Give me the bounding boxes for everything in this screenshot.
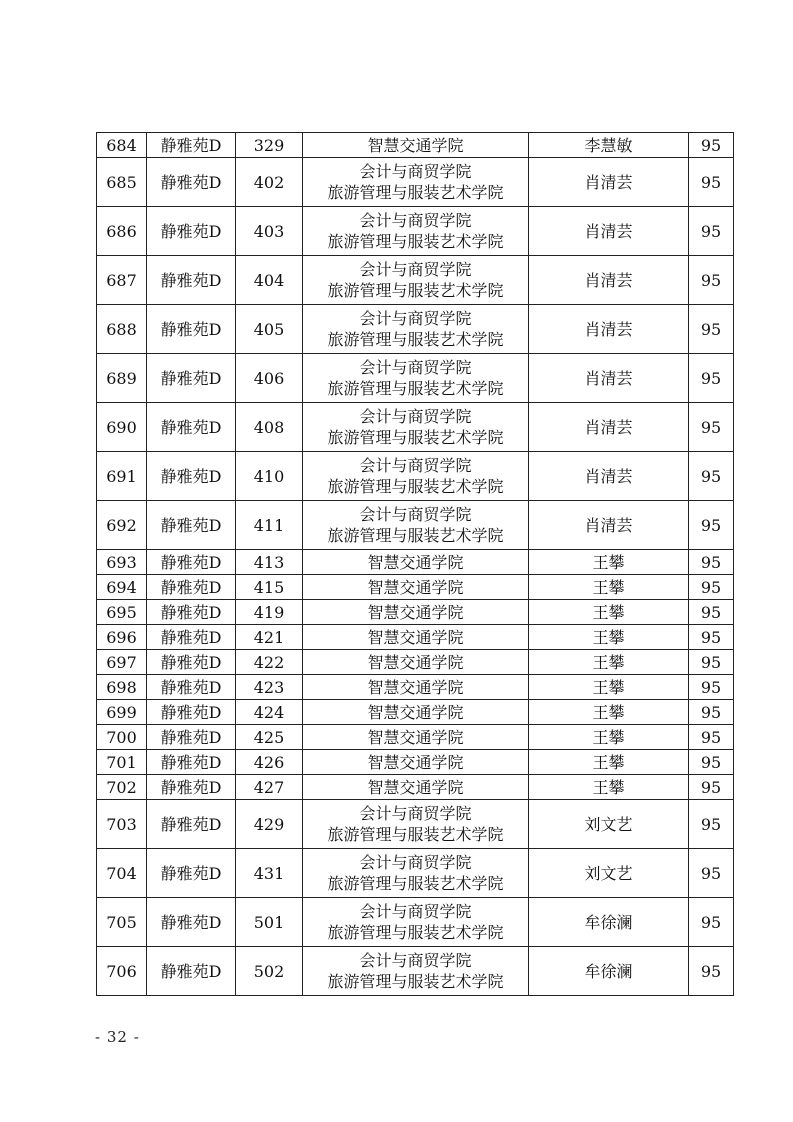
table-row <box>97 725 734 750</box>
room-cell: 424 <box>236 700 303 725</box>
row-number-cell: 699 <box>97 700 147 725</box>
score-cell: 95 <box>689 600 734 625</box>
table-row <box>97 133 734 158</box>
college-name-line: 旅游管理与服装艺术学院 <box>327 923 504 942</box>
person-cell: 肖清芸 <box>529 158 689 207</box>
college-cell <box>303 898 529 947</box>
college-name-line: 旅游管理与服装艺术学院 <box>327 379 504 398</box>
college-name-line: 旅游管理与服装艺术学院 <box>327 428 504 447</box>
score-cell: 95 <box>689 700 734 725</box>
table-row <box>97 675 734 700</box>
building-cell: 静雅苑D <box>147 354 236 403</box>
college-name-line: 智慧交通学院 <box>367 552 464 572</box>
college-cell <box>303 354 529 403</box>
table-row <box>97 750 734 775</box>
room-cell: 410 <box>236 452 303 501</box>
person-cell: 牟徐澜 <box>529 898 689 947</box>
score-cell: 95 <box>689 775 734 800</box>
college-cell <box>303 575 529 600</box>
building-cell: 静雅苑D <box>147 898 236 947</box>
college-name-line: 智慧交通学院 <box>367 677 464 697</box>
row-number-cell: 705 <box>97 898 147 947</box>
row-number-cell: 684 <box>97 133 147 158</box>
room-cell: 422 <box>236 650 303 675</box>
person-cell: 刘文艺 <box>529 849 689 898</box>
room-cell: 425 <box>236 725 303 750</box>
person-cell: 王攀 <box>529 550 689 575</box>
score-cell: 95 <box>689 403 734 452</box>
row-number-cell: 706 <box>97 947 147 996</box>
room-cell: 421 <box>236 625 303 650</box>
person-cell: 肖清芸 <box>529 354 689 403</box>
college-name-line: 智慧交通学院 <box>367 627 464 647</box>
score-cell: 95 <box>689 305 734 354</box>
row-number-cell: 688 <box>97 305 147 354</box>
score-cell: 95 <box>689 550 734 575</box>
college-cell <box>303 800 529 849</box>
building-cell: 静雅苑D <box>147 675 236 700</box>
college-name-line: 会计与商贸学院 <box>359 902 472 921</box>
person-cell: 王攀 <box>529 725 689 750</box>
records-table-body <box>97 133 734 996</box>
room-cell: 501 <box>236 898 303 947</box>
building-cell: 静雅苑D <box>147 207 236 256</box>
building-cell: 静雅苑D <box>147 750 236 775</box>
score-cell: 95 <box>689 849 734 898</box>
page-number: - 32 - <box>95 1028 140 1046</box>
college-name-line: 会计与商贸学院 <box>359 951 472 970</box>
room-cell: 429 <box>236 800 303 849</box>
building-cell: 静雅苑D <box>147 725 236 750</box>
row-number-cell: 690 <box>97 403 147 452</box>
score-cell: 95 <box>689 207 734 256</box>
records-table <box>96 132 734 996</box>
college-name-line: 智慧交通学院 <box>367 777 464 797</box>
college-cell <box>303 305 529 354</box>
person-cell: 肖清芸 <box>529 207 689 256</box>
college-name-line: 旅游管理与服装艺术学院 <box>327 825 504 844</box>
college-name-line: 智慧交通学院 <box>367 752 464 772</box>
college-name-line: 会计与商贸学院 <box>359 853 472 872</box>
room-cell: 411 <box>236 501 303 550</box>
room-cell: 423 <box>236 675 303 700</box>
building-cell: 静雅苑D <box>147 947 236 996</box>
table-row <box>97 800 734 849</box>
building-cell: 静雅苑D <box>147 256 236 305</box>
person-cell: 肖清芸 <box>529 452 689 501</box>
college-cell <box>303 600 529 625</box>
college-cell <box>303 501 529 550</box>
row-number-cell: 700 <box>97 725 147 750</box>
building-cell: 静雅苑D <box>147 501 236 550</box>
person-cell: 王攀 <box>529 750 689 775</box>
row-number-cell: 696 <box>97 625 147 650</box>
row-number-cell: 698 <box>97 675 147 700</box>
building-cell: 静雅苑D <box>147 775 236 800</box>
row-number-cell: 687 <box>97 256 147 305</box>
score-cell: 95 <box>689 898 734 947</box>
table-row <box>97 354 734 403</box>
score-cell: 95 <box>689 452 734 501</box>
building-cell: 静雅苑D <box>147 575 236 600</box>
college-name-line: 智慧交通学院 <box>367 702 464 722</box>
table-row <box>97 849 734 898</box>
score-cell: 95 <box>689 133 734 158</box>
score-cell: 95 <box>689 158 734 207</box>
room-cell: 406 <box>236 354 303 403</box>
person-cell: 牟徐澜 <box>529 947 689 996</box>
row-number-cell: 691 <box>97 452 147 501</box>
person-cell: 肖清芸 <box>529 501 689 550</box>
college-cell <box>303 625 529 650</box>
college-name-line: 会计与商贸学院 <box>359 162 472 181</box>
score-cell: 95 <box>689 800 734 849</box>
table-row <box>97 575 734 600</box>
table-row <box>97 550 734 575</box>
college-name-line: 会计与商贸学院 <box>359 804 472 823</box>
table-row <box>97 501 734 550</box>
college-cell <box>303 650 529 675</box>
college-name-line: 会计与商贸学院 <box>359 505 472 524</box>
score-cell: 95 <box>689 625 734 650</box>
row-number-cell: 703 <box>97 800 147 849</box>
college-name-line: 会计与商贸学院 <box>359 309 472 328</box>
room-cell: 403 <box>236 207 303 256</box>
college-cell <box>303 133 529 158</box>
person-cell: 肖清芸 <box>529 305 689 354</box>
room-cell: 426 <box>236 750 303 775</box>
person-cell: 王攀 <box>529 600 689 625</box>
college-name-line: 旅游管理与服装艺术学院 <box>327 183 504 202</box>
room-cell: 404 <box>236 256 303 305</box>
college-name-line: 旅游管理与服装艺术学院 <box>327 972 504 991</box>
person-cell: 刘文艺 <box>529 800 689 849</box>
college-cell <box>303 403 529 452</box>
room-cell: 413 <box>236 550 303 575</box>
room-cell: 427 <box>236 775 303 800</box>
table-row <box>97 898 734 947</box>
building-cell: 静雅苑D <box>147 849 236 898</box>
person-cell: 肖清芸 <box>529 256 689 305</box>
building-cell: 静雅苑D <box>147 800 236 849</box>
row-number-cell: 701 <box>97 750 147 775</box>
score-cell: 95 <box>689 575 734 600</box>
college-cell <box>303 700 529 725</box>
college-name-line: 旅游管理与服装艺术学院 <box>327 330 504 349</box>
row-number-cell: 693 <box>97 550 147 575</box>
table-row <box>97 452 734 501</box>
building-cell: 静雅苑D <box>147 625 236 650</box>
score-cell: 95 <box>689 675 734 700</box>
room-cell: 431 <box>236 849 303 898</box>
table-row <box>97 158 734 207</box>
building-cell: 静雅苑D <box>147 600 236 625</box>
college-cell <box>303 256 529 305</box>
score-cell: 95 <box>689 750 734 775</box>
college-cell <box>303 849 529 898</box>
college-name-line: 智慧交通学院 <box>367 727 464 747</box>
table-row <box>97 650 734 675</box>
table-row <box>97 600 734 625</box>
room-cell: 408 <box>236 403 303 452</box>
college-name-line: 旅游管理与服装艺术学院 <box>327 526 504 545</box>
table-row <box>97 625 734 650</box>
row-number-cell: 689 <box>97 354 147 403</box>
score-cell: 95 <box>689 650 734 675</box>
score-cell: 95 <box>689 354 734 403</box>
college-cell <box>303 675 529 700</box>
college-name-line: 旅游管理与服装艺术学院 <box>327 477 504 496</box>
row-number-cell: 694 <box>97 575 147 600</box>
person-cell: 李慧敏 <box>529 133 689 158</box>
person-cell: 肖清芸 <box>529 403 689 452</box>
building-cell: 静雅苑D <box>147 158 236 207</box>
college-cell <box>303 550 529 575</box>
building-cell: 静雅苑D <box>147 305 236 354</box>
row-number-cell: 686 <box>97 207 147 256</box>
college-name-line: 旅游管理与服装艺术学院 <box>327 232 504 251</box>
college-name-line: 智慧交通学院 <box>367 577 464 597</box>
table-row <box>97 305 734 354</box>
score-cell: 95 <box>689 725 734 750</box>
person-cell: 王攀 <box>529 775 689 800</box>
room-cell: 415 <box>236 575 303 600</box>
building-cell: 静雅苑D <box>147 650 236 675</box>
person-cell: 王攀 <box>529 575 689 600</box>
table-row <box>97 700 734 725</box>
college-cell <box>303 725 529 750</box>
college-cell <box>303 158 529 207</box>
building-cell: 静雅苑D <box>147 133 236 158</box>
room-cell: 502 <box>236 947 303 996</box>
college-name-line: 会计与商贸学院 <box>359 407 472 426</box>
person-cell: 王攀 <box>529 675 689 700</box>
building-cell: 静雅苑D <box>147 403 236 452</box>
college-name-line: 会计与商贸学院 <box>359 260 472 279</box>
table-row <box>97 947 734 996</box>
row-number-cell: 702 <box>97 775 147 800</box>
table-row <box>97 207 734 256</box>
person-cell: 王攀 <box>529 700 689 725</box>
building-cell: 静雅苑D <box>147 452 236 501</box>
room-cell: 329 <box>236 133 303 158</box>
score-cell: 95 <box>689 256 734 305</box>
table-row <box>97 256 734 305</box>
room-cell: 419 <box>236 600 303 625</box>
college-name-line: 旅游管理与服装艺术学院 <box>327 281 504 300</box>
college-name-line: 会计与商贸学院 <box>359 456 472 475</box>
college-name-line: 旅游管理与服装艺术学院 <box>327 874 504 893</box>
table-row <box>97 775 734 800</box>
room-cell: 405 <box>236 305 303 354</box>
score-cell: 95 <box>689 501 734 550</box>
person-cell: 王攀 <box>529 625 689 650</box>
table-row <box>97 403 734 452</box>
row-number-cell: 697 <box>97 650 147 675</box>
row-number-cell: 704 <box>97 849 147 898</box>
row-number-cell: 695 <box>97 600 147 625</box>
building-cell: 静雅苑D <box>147 550 236 575</box>
college-cell <box>303 947 529 996</box>
score-cell: 95 <box>689 947 734 996</box>
college-cell <box>303 750 529 775</box>
college-name-line: 智慧交通学院 <box>367 602 464 622</box>
person-cell: 王攀 <box>529 650 689 675</box>
college-name-line: 会计与商贸学院 <box>359 211 472 230</box>
college-name-line: 智慧交通学院 <box>367 135 464 155</box>
building-cell: 静雅苑D <box>147 700 236 725</box>
college-cell <box>303 452 529 501</box>
college-cell <box>303 207 529 256</box>
college-name-line: 智慧交通学院 <box>367 652 464 672</box>
college-name-line: 会计与商贸学院 <box>359 358 472 377</box>
college-cell <box>303 775 529 800</box>
room-cell: 402 <box>236 158 303 207</box>
row-number-cell: 685 <box>97 158 147 207</box>
row-number-cell: 692 <box>97 501 147 550</box>
